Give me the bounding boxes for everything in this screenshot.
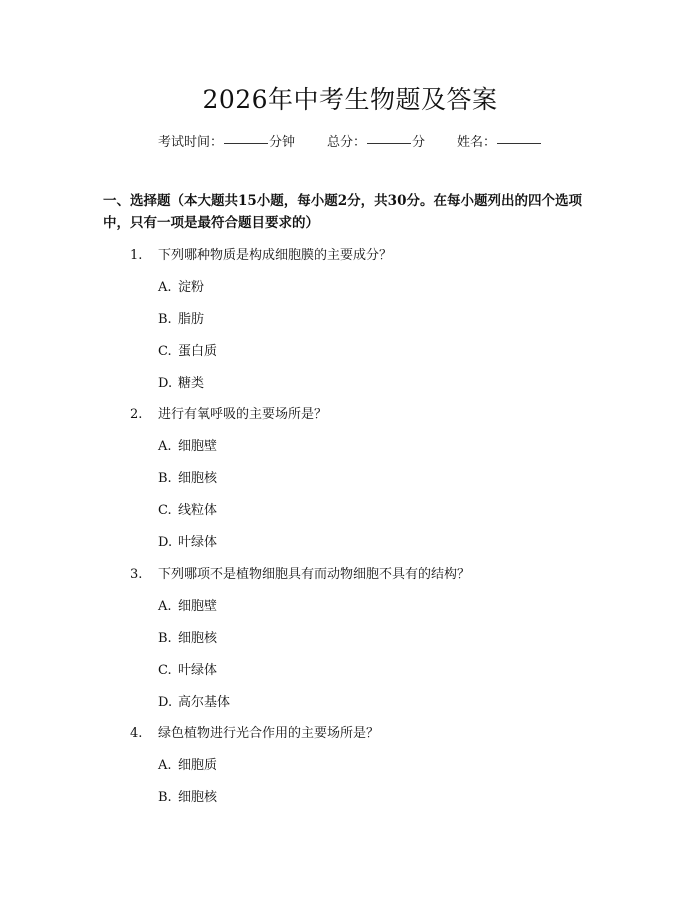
option-letter: A. bbox=[158, 439, 172, 454]
exam-title: 2026年中考生物题及答案 bbox=[202, 85, 498, 114]
option-letter: B. bbox=[158, 631, 172, 646]
question-text: 下列哪种物质是构成细胞膜的主要成分？ bbox=[158, 248, 393, 263]
option-3a bbox=[158, 595, 217, 614]
option-letter: C. bbox=[158, 344, 172, 359]
option-text: 细胞质 bbox=[178, 758, 218, 773]
total-score-blank bbox=[367, 143, 411, 144]
option-text: 细胞核 bbox=[178, 471, 218, 486]
option-2b bbox=[158, 467, 217, 486]
exam-time-blank bbox=[224, 143, 268, 144]
option-letter: B. bbox=[158, 790, 172, 805]
question-number: 2. bbox=[130, 407, 143, 422]
option-text: 细胞壁 bbox=[178, 439, 218, 454]
option-2d bbox=[158, 531, 217, 550]
option-3d bbox=[158, 691, 230, 710]
option-text: 线粒体 bbox=[178, 503, 218, 518]
exam-time-unit: 分钟 bbox=[268, 135, 295, 150]
question-text: 下列哪项不是植物细胞具有而动物细胞不具有的结构？ bbox=[158, 567, 471, 582]
exam-time-field bbox=[158, 131, 295, 150]
option-1d bbox=[158, 372, 204, 391]
option-text: 细胞核 bbox=[178, 631, 218, 646]
option-1a bbox=[158, 276, 204, 295]
option-letter: A. bbox=[158, 280, 172, 295]
option-4a bbox=[158, 754, 217, 773]
total-score-label: 总分： bbox=[326, 135, 366, 150]
option-letter: A. bbox=[158, 758, 172, 773]
option-letter: B. bbox=[158, 471, 172, 486]
option-4b bbox=[158, 786, 217, 805]
question-number: 3. bbox=[130, 567, 143, 582]
option-letter: A. bbox=[158, 599, 172, 614]
option-1b bbox=[158, 308, 204, 327]
option-letter: B. bbox=[158, 312, 172, 327]
option-text: 糖类 bbox=[178, 376, 205, 391]
question-3 bbox=[130, 563, 470, 582]
option-text: 淀粉 bbox=[178, 280, 205, 295]
option-text: 脂肪 bbox=[178, 312, 205, 327]
option-letter: D. bbox=[158, 376, 173, 391]
option-letter: D. bbox=[158, 695, 173, 710]
question-text: 绿色植物进行光合作用的主要场所是？ bbox=[158, 726, 380, 741]
option-text: 细胞核 bbox=[178, 790, 218, 805]
name-field bbox=[457, 131, 542, 150]
option-text: 蛋白质 bbox=[178, 344, 218, 359]
exam-time-label: 考试时间： bbox=[157, 135, 223, 150]
option-3c bbox=[158, 659, 217, 678]
total-score-field bbox=[327, 131, 425, 150]
option-1c bbox=[158, 340, 217, 359]
total-score-unit: 分 bbox=[412, 135, 426, 150]
option-text: 叶绿体 bbox=[178, 663, 218, 678]
question-number: 1. bbox=[130, 248, 143, 263]
option-letter: C. bbox=[158, 503, 172, 518]
name-blank bbox=[497, 143, 541, 144]
option-text: 叶绿体 bbox=[178, 535, 218, 550]
question-number: 4. bbox=[130, 726, 143, 741]
question-text: 进行有氧呼吸的主要场所是？ bbox=[158, 407, 328, 422]
option-2a bbox=[158, 435, 217, 454]
option-text: 细胞壁 bbox=[178, 599, 218, 614]
question-1 bbox=[130, 244, 392, 263]
option-3b bbox=[158, 627, 217, 646]
option-letter: C. bbox=[158, 663, 172, 678]
question-4 bbox=[130, 722, 379, 741]
option-2c bbox=[158, 499, 217, 518]
section-heading: 一、选择题（本大题共15小题，每小题2分，共30分。在每小题列出的四个选项中，只有一项是最符合题目要求的） bbox=[103, 193, 582, 231]
option-text: 高尔基体 bbox=[178, 695, 231, 710]
question-2 bbox=[130, 403, 327, 422]
exam-info-line bbox=[0, 131, 700, 150]
name-label: 姓名： bbox=[457, 135, 497, 150]
option-letter: D. bbox=[158, 535, 173, 550]
